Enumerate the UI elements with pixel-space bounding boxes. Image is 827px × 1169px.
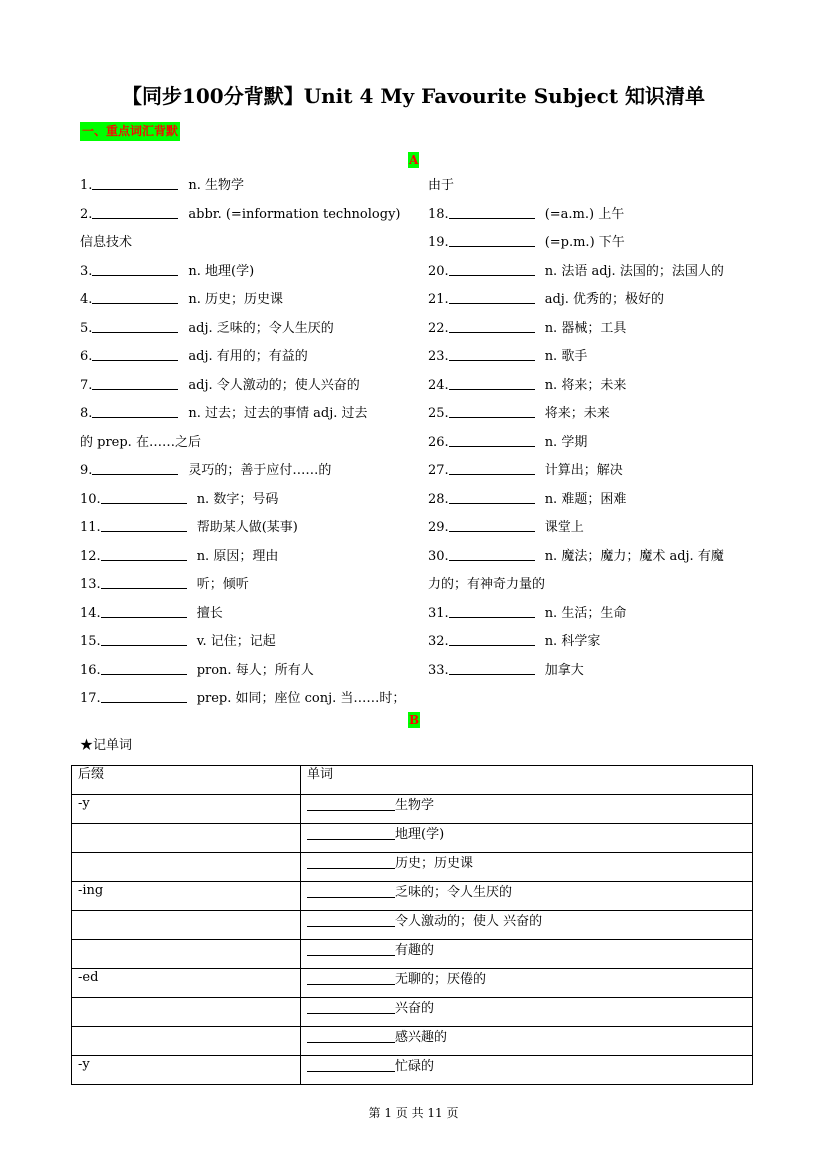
word-cell: [301, 1027, 753, 1056]
vocab-list-right: [428, 172, 758, 685]
answer-blank[interactable]: [101, 546, 187, 561]
vocab-line: [80, 600, 410, 629]
vocab-line: [80, 628, 410, 657]
item-definition: n. 数字；号码: [196, 491, 279, 507]
page-footer: 第 1 页 共 11 页: [368, 1106, 459, 1120]
item-definition: adj. 优秀的；极好的: [544, 292, 665, 307]
vocab-line: [428, 657, 758, 686]
word-cell: [301, 940, 753, 969]
item-definition: n. 歌手: [544, 349, 588, 364]
item-number: 5.: [80, 320, 93, 336]
item-definition: 帮助某人做(某事): [196, 520, 298, 535]
vocab-line: [428, 628, 758, 657]
item-number: 25.: [428, 406, 449, 421]
suffix-cell: -y: [72, 795, 301, 824]
item-definition: pron. 每人；所有人: [196, 662, 314, 678]
answer-blank[interactable]: [449, 517, 535, 532]
item-definition: n. 生活；生命: [544, 605, 627, 621]
item-definition: n. 科学家: [544, 634, 601, 649]
word-meaning: 忙碌的: [395, 1059, 435, 1074]
suffix-cell: [72, 940, 301, 969]
answer-blank[interactable]: [449, 631, 535, 646]
item-number: 29.: [428, 520, 449, 535]
vocab-line: [428, 201, 758, 230]
table-header-row: [72, 766, 753, 795]
item-definition: (=a.m.) 上午: [544, 206, 625, 222]
item-definition: abbr. (=information technology): [188, 206, 401, 222]
answer-blank[interactable]: [449, 660, 535, 675]
item-definition: 计算出；解决: [544, 463, 623, 478]
section-marker-b: B: [409, 713, 420, 727]
answer-blank[interactable]: [307, 824, 395, 840]
answer-blank[interactable]: [449, 204, 535, 219]
vocab-line: [80, 286, 410, 315]
table-row: [72, 795, 753, 824]
item-definition: (=p.m.) 下午: [544, 235, 625, 250]
vocab-line: [428, 343, 758, 372]
suffix-cell: -ed: [72, 969, 301, 998]
word-cell: [301, 795, 753, 824]
vocab-line: [80, 543, 410, 572]
vocab-line: [428, 172, 758, 201]
item-definition: n. 过去；过去的事情 adj. 过去: [188, 406, 368, 421]
answer-blank[interactable]: [449, 318, 535, 333]
item-number: 22.: [428, 320, 449, 336]
item-number: 15.: [80, 634, 101, 649]
vocab-line: [80, 201, 410, 230]
item-number: 26.: [428, 434, 449, 450]
header-suffix: 后缀: [72, 766, 301, 795]
item-definition: adj. 乏味的；令人生厌的: [188, 320, 334, 336]
table-row: [72, 824, 753, 853]
item-number: 19.: [428, 235, 449, 250]
vocab-list-left: [80, 172, 410, 714]
item-number: 24.: [428, 377, 449, 393]
vocab-line: [428, 372, 758, 401]
vocab-line: [80, 172, 410, 201]
vocab-line: [428, 315, 758, 344]
item-definition: n. 器械；工具: [544, 320, 627, 336]
answer-blank[interactable]: [307, 940, 395, 956]
word-meaning: 令人激动的；使人 兴奋的: [395, 914, 543, 929]
vocab-line: [428, 258, 758, 287]
item-number: 1.: [80, 178, 93, 193]
suffix-cell: [72, 1027, 301, 1056]
item-number: 11.: [80, 520, 101, 535]
item-number: 14.: [80, 605, 101, 621]
answer-blank[interactable]: [92, 375, 178, 390]
vocab-line: [428, 286, 758, 315]
item-definition: n. 原因；理由: [196, 548, 279, 564]
word-meaning: 生物学: [395, 798, 435, 813]
answer-blank[interactable]: [92, 346, 178, 361]
item-number: 4.: [80, 292, 93, 307]
suffix-cell: [72, 824, 301, 853]
word-cell: [301, 853, 753, 882]
vocab-line: [80, 571, 410, 600]
answer-blank[interactable]: [307, 853, 395, 869]
answer-blank[interactable]: [449, 232, 535, 247]
vocab-line: [428, 400, 758, 429]
item-number: 12.: [80, 548, 101, 564]
vocab-line: [80, 229, 410, 258]
vocab-line: [80, 343, 410, 372]
item-definition: 课堂上: [544, 520, 584, 535]
answer-blank[interactable]: [92, 460, 178, 475]
word-cell: [301, 882, 753, 911]
answer-blank[interactable]: [307, 1027, 395, 1043]
item-number: 13.: [80, 577, 101, 592]
vocab-line: [80, 258, 410, 287]
item-number: 16.: [80, 662, 101, 678]
word-meaning: 无聊的；厌倦的: [395, 972, 487, 987]
word-meaning: 感兴趣的: [395, 1030, 448, 1045]
suffix-cell: [72, 853, 301, 882]
answer-blank[interactable]: [92, 289, 178, 304]
answer-blank[interactable]: [307, 1056, 395, 1072]
suffix-table: [71, 765, 753, 1085]
memorize-words-label: ★记单词: [80, 738, 133, 753]
word-meaning: 乏味的；令人生厌的: [395, 885, 513, 900]
answer-blank[interactable]: [92, 318, 178, 333]
table-row: [72, 969, 753, 998]
vocab-line: [428, 229, 758, 258]
word-cell: [301, 824, 753, 853]
word-meaning: 有趣的: [395, 943, 435, 958]
item-definition: adj. 令人激动的；使人兴奋的: [188, 377, 360, 393]
answer-blank[interactable]: [101, 631, 187, 646]
word-cell: [301, 1056, 753, 1085]
item-number: 2.: [80, 206, 93, 222]
table-row: [72, 882, 753, 911]
item-number: 30.: [428, 548, 449, 564]
suffix-cell: [72, 911, 301, 940]
item-definition: 信息技术: [80, 235, 133, 250]
section-heading: 一、重点词汇背默: [80, 122, 180, 141]
item-definition: n. 历史；历史课: [188, 292, 284, 307]
vocab-line: [428, 457, 758, 486]
answer-blank[interactable]: [92, 403, 178, 418]
answer-blank[interactable]: [101, 660, 187, 675]
word-meaning: 历史；历史课: [395, 856, 474, 871]
answer-blank[interactable]: [307, 795, 395, 811]
item-number: 17.: [80, 691, 101, 706]
vocab-line: [80, 486, 410, 515]
table-row: [72, 998, 753, 1027]
item-number: 9.: [80, 463, 93, 478]
item-definition: n. 法语 adj. 法国的；法国人的: [544, 263, 724, 279]
table-row: [72, 911, 753, 940]
answer-blank[interactable]: [101, 603, 187, 618]
table-row: [72, 940, 753, 969]
vocab-line: [80, 685, 410, 714]
item-number: 31.: [428, 605, 449, 621]
word-meaning: 地理(学): [395, 827, 445, 842]
item-definition: v. 记住；记起: [196, 634, 276, 649]
answer-blank[interactable]: [449, 489, 535, 504]
answer-blank[interactable]: [449, 546, 535, 561]
vocab-line: [428, 514, 758, 543]
answer-blank[interactable]: [101, 489, 187, 504]
item-definition: 由于: [428, 178, 455, 193]
vocab-line: [428, 571, 758, 600]
header-word: 单词: [301, 766, 753, 795]
answer-blank[interactable]: [307, 969, 395, 985]
item-number: 33.: [428, 662, 449, 678]
item-definition: n. 魔法；魔力；魔术 adj. 有魔: [544, 548, 724, 564]
answer-blank[interactable]: [449, 346, 535, 361]
item-number: 3.: [80, 263, 93, 279]
answer-blank[interactable]: [449, 460, 535, 475]
item-number: 28.: [428, 491, 449, 507]
page-title: 【同步100分背默】Unit 4 My Favourite Subject 知识清单: [121, 84, 706, 108]
item-definition: 擅长: [196, 605, 223, 621]
suffix-cell: -y: [72, 1056, 301, 1085]
table-row: [72, 1027, 753, 1056]
item-definition: 加拿大: [544, 662, 584, 678]
item-definition: n. 难题；困难: [544, 491, 627, 507]
table-row: [72, 1056, 753, 1085]
item-definition: 将来；未来: [544, 406, 610, 421]
item-number: 10.: [80, 491, 101, 507]
vocab-line: [80, 315, 410, 344]
vocab-line: [428, 429, 758, 458]
item-number: 6.: [80, 349, 93, 364]
item-definition: n. 学期: [544, 434, 588, 450]
word-cell: [301, 911, 753, 940]
table-row: [72, 853, 753, 882]
vocab-line: [80, 400, 410, 429]
word-cell: [301, 969, 753, 998]
answer-blank[interactable]: [449, 261, 535, 276]
item-number: 32.: [428, 634, 449, 649]
word-cell: [301, 998, 753, 1027]
item-definition: 灵巧的；善于应付……的: [188, 463, 332, 478]
answer-blank[interactable]: [449, 432, 535, 447]
answer-blank[interactable]: [101, 574, 187, 589]
item-number: 20.: [428, 263, 449, 279]
vocab-line: [80, 372, 410, 401]
item-definition: n. 生物学: [188, 178, 245, 193]
vocab-line: [80, 429, 410, 458]
item-definition: 力的；有神奇力量的: [428, 577, 546, 592]
item-definition: n. 将来；未来: [544, 377, 627, 393]
item-number: 21.: [428, 292, 449, 307]
answer-blank[interactable]: [449, 289, 535, 304]
vocab-line: [428, 543, 758, 572]
answer-blank[interactable]: [449, 403, 535, 418]
item-number: 18.: [428, 206, 449, 222]
vocab-line: [80, 457, 410, 486]
answer-blank[interactable]: [101, 517, 187, 532]
word-meaning: 兴奋的: [395, 1001, 435, 1016]
item-definition: 听；倾听: [196, 577, 249, 592]
answer-blank[interactable]: [307, 882, 395, 898]
item-number: 23.: [428, 349, 449, 364]
answer-blank[interactable]: [92, 175, 178, 190]
answer-blank[interactable]: [449, 603, 535, 618]
answer-blank[interactable]: [92, 261, 178, 276]
item-definition: n. 地理(学): [188, 263, 255, 279]
vocab-line: [428, 486, 758, 515]
answer-blank[interactable]: [307, 911, 395, 927]
item-definition: adj. 有用的；有益的: [188, 349, 308, 364]
item-definition: prep. 如同；座位 conj. 当……时；: [196, 691, 406, 706]
suffix-cell: -ing: [72, 882, 301, 911]
vocab-line: [80, 657, 410, 686]
item-definition: 的 prep. 在……之后: [80, 434, 201, 450]
item-number: 8.: [80, 406, 93, 421]
suffix-cell: [72, 998, 301, 1027]
answer-blank[interactable]: [92, 204, 178, 219]
item-number: 27.: [428, 463, 449, 478]
item-number: 7.: [80, 377, 93, 393]
answer-blank[interactable]: [307, 998, 395, 1014]
vocab-line: [80, 514, 410, 543]
answer-blank[interactable]: [101, 688, 187, 703]
vocab-line: [428, 600, 758, 629]
section-marker-a: A: [409, 153, 419, 167]
answer-blank[interactable]: [449, 375, 535, 390]
